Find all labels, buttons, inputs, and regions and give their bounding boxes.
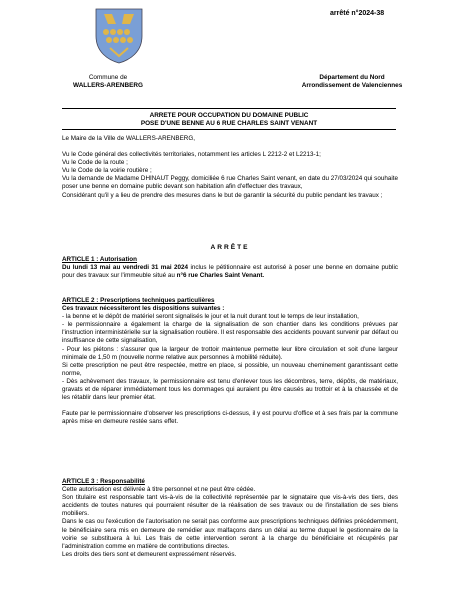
article-2-closing: Faute par le permissionnaire d'observer les prescriptions ci-dessus, il y est pourvu d'office et à ses frais par la commune après mise en demeure restée sans effet.: [62, 410, 398, 426]
visa-2: Vu le Code de la route ;: [62, 159, 128, 167]
article-3-heading: ARTICLE 3 : Responsabilité: [62, 478, 145, 485]
title-line-2: POSE D'UNE BENNE AU 6 RUE CHARLES SAINT VENANT: [140, 120, 318, 127]
mayor-intro: Le Maire de la Ville de WALLERS-ARENBERG,: [62, 135, 195, 142]
article-1-body: inclus le pétitionnaire est autorisé à poser une benne en domaine public pour des travaux sur l'immeuble situé au: [62, 264, 398, 280]
article-1-address: n°6 rue Charles Saint Venant.: [176, 272, 265, 280]
commune-block: [68, 74, 148, 90]
arrete-reference: arrêté n°2024-38: [330, 10, 385, 17]
article-3-para-2: Son titulaire est responsable tant vis-à-vis de la collectivité représentée par le signataire que vis-à-vis des tiers, des accidents de toutes natures qui pourraient résulter de la réalisation de ses travaux ou de l'installation de ses biens mobiliers.: [62, 494, 398, 518]
title-line-1: ARRETE POUR OCCUPATION DU DOMAINE PUBLIC: [149, 112, 309, 119]
article-2-heading: ARTICLE 2 : Prescriptions techniques particulières: [62, 297, 215, 304]
article-2-item-5: - Dès achèvement des travaux, le permissionnaire est tenu d'enlever tous les décombres, terre, dépôts, de matériaux, gravats et de réparer immédiatement tous les dommages qui auraient pu être causés au trottoir et à la chaussée et de les rétablir dans leur premier état.: [62, 377, 398, 402]
article-1: [62, 256, 398, 280]
department-block: [272, 74, 432, 90]
article-1-heading: ARTICLE 1 : Autorisation: [62, 256, 137, 263]
article-2-item-1: - la benne et le dépôt de matériel seront signalisés le jour et la nuit durant tout le temps de leur installation,: [62, 313, 359, 321]
arrondissement-name: Arrondissement de Valenciennes: [301, 82, 403, 89]
commune-label: Commune de: [88, 74, 128, 81]
article-2: [62, 297, 398, 426]
article-2-item-4: Si cette prescription ne peut être respectée, mettre en place, si possible, un nouveau cheminement garantissant cette norme,: [62, 361, 398, 377]
coat-of-arms-icon: [92, 6, 146, 64]
visa-1: Vu le Code général des collectivités territoriales, notamment les articles L 2212-2 et L2213-1;: [62, 151, 321, 159]
article-3-para-4: Les droits des tiers sont et demeurent expressément réservés.: [62, 550, 237, 558]
article-3-para-3: Dans le cas ou l'exécution de l'autorisation ne serait pas conforme aux prescriptions techniques définies précédemment, le bénéficiaire sera mis en demeure de remédier aux malfaçons dans un délai au terme duquel le gestionnaire de la voirie se substituera à lui. Les frais de cette intervention seront à la charge du bénéficiaire et récupérés par l'administration comme en matière de contributions directes.: [62, 518, 398, 550]
department-name: Département du Nord: [319, 74, 385, 81]
arrete-heading: ARRÊTE: [210, 244, 250, 251]
article-2-item-2: - le permissionnaire a également la charge de la signalisation de son chantier dans les conditions prévues par l'instruction interministérielle sur la signalisation routière. Il est responsable des accidents pouvant survenir par défaut ou insuffisance de cette signalisation,: [62, 321, 398, 345]
commune-name: WALLERS-ARENBERG: [73, 82, 143, 89]
visa-4: Vu la demande de Madame DHINAUT Peggy, domiciliée 6 rue Charles Saint venant, en date du 27/03/2024 qui souhaite poser une benne en domaine public devant son habitation afin d'effectuer des travaux,: [62, 175, 398, 191]
preamble: [62, 135, 398, 200]
article-2-item-3: - Pour les piétons : s'assurer que la largeur de trottoir maintenue permette leur libre circulation et soit d'une largeur minimale de 1,50 m (nouvelle norme relative aux personnes à mobilité réduite).: [62, 345, 398, 361]
visa-3: Vu le Code de la voirie routière ;: [62, 167, 152, 175]
article-1-text: [62, 264, 398, 280]
article-3: [62, 478, 398, 559]
article-3-para-1: Cette autorisation est délivrée à titre personnel et ne peut être cédée.: [62, 486, 256, 494]
article-1-dates: Du lundi 13 mai au vendredi 31 mai 2024: [62, 264, 189, 272]
visa-5: Considérant qu'il y a lieu de prendre des mesures dans le but de garantir la sécurité du public pendant les travaux ;: [62, 191, 383, 199]
article-2-subheading: Ces travaux nécessiteront les dispositions suivantes :: [62, 305, 225, 313]
document-title: [62, 108, 396, 130]
